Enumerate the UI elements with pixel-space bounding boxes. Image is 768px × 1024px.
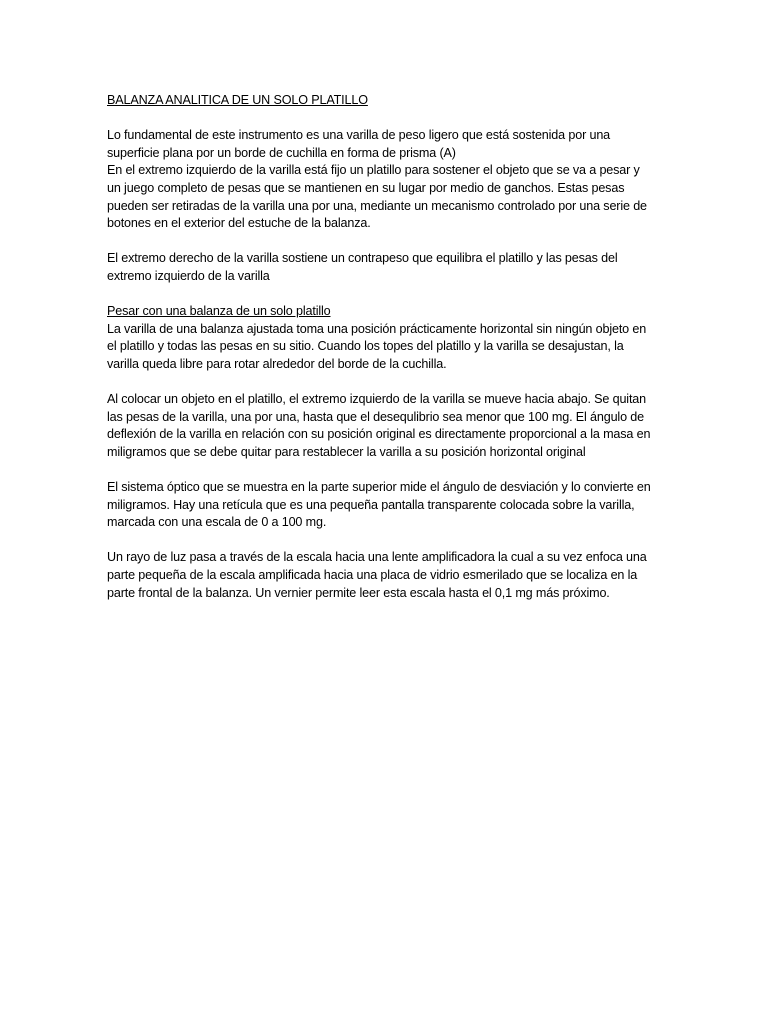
section-heading: Pesar con una balanza de un solo platillo [107, 304, 331, 319]
spacer [107, 461, 655, 479]
document-page [107, 92, 655, 602]
paragraph-2: En el extremo izquierdo de la varilla está fijo un platillo para sostener el objeto que se va a pesar y un juego completo de pesas que se mantienen en su lugar por medio de ganchos. Estas pesas pueden ser retiradas de la varilla una por una, mediante un mecanismo controlado por una serie de botones en el exterior del estuche de la balanza. [107, 163, 647, 231]
paragraph-3: El extremo derecho de la varilla sostiene un contrapeso que equilibra el platillo y las pesas del extremo izquierdo de la varilla [107, 251, 618, 283]
spacer [107, 233, 655, 251]
spacer [107, 286, 655, 304]
spacer [107, 374, 655, 392]
section-paragraph-1: La varilla de una balanza ajustada toma una posición prácticamente horizontal sin ningún objeto en el platillo y todas las pesas en su sitio. Cuando los topes del platillo y la varilla se desajustan, la varilla queda libre para rotar alrededor del borde de la cuchilla. [107, 321, 647, 371]
document-title: BALANZA ANALITICA DE UN SOLO PLATILLO [107, 93, 368, 107]
spacer [107, 532, 655, 550]
section-paragraph-3: El sistema óptico que se muestra en la parte superior mide el ángulo de desviación y lo convierte en miligramos. Hay una retícula que es una pequeña pantalla transparente colocada sobre la varilla, marcada con una escala de 0 a 100 mg. [107, 480, 651, 530]
spacer [107, 110, 655, 128]
section-paragraph-2: Al colocar un objeto en el platillo, el extremo izquierdo de la varilla se mueve hacia abajo. Se quitan las pesas de la varilla, una por una, hasta que el desequlibrio sea menor que 100 mg. El ángulo de deflexión de la varilla en relación con su posición original es directamente proporcional a la masa en miligramos que se debe quitar para restablecer la varilla a su posición horizontal original [107, 392, 651, 459]
paragraph-1: Lo fundamental de este instrumento es una varilla de peso ligero que está sostenida por una superficie plana por un borde de cuchilla en forma de prisma (A) [107, 128, 611, 160]
section-paragraph-4: Un rayo de luz pasa a través de la escala hacia una lente amplificadora la cual a su vez enfoca una parte pequeña de la escala amplificada hacia una placa de vidrio esmerilado que se localiza en la parte frontal de la balanza. Un vernier permite leer esta escala hasta el 0,1 mg más próximo. [107, 550, 647, 600]
